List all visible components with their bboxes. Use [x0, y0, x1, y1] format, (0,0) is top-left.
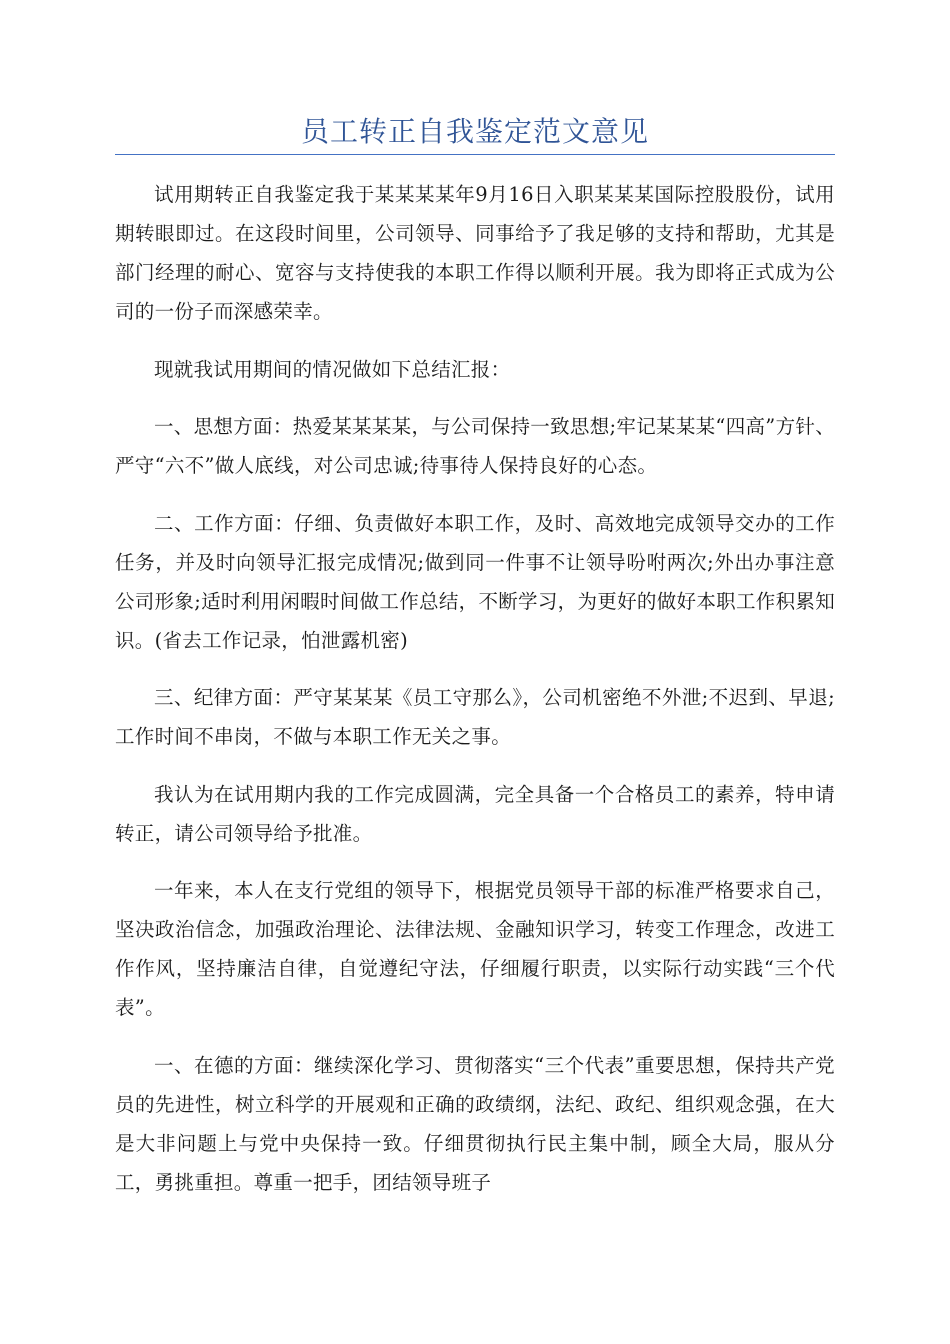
title-underline [115, 154, 835, 155]
paragraph-morality: 一、在德的方面：继续深化学习、贯彻落实“三个代表”重要思想，保持共产党员的先进性，树立科学的开展观和正确的政绩纲，法纪、政纪、组织观念强，在大是大非问题上与党中央保持一致。仔细贯彻执行民主集中制，顾全大局，服从分工，勇挑重担。尊重一把手，团结领导班子 [115, 1053, 835, 1194]
document-body [115, 175, 835, 1202]
paragraph-summary-lead: 现就我试用期间的情况做如下总结汇报： [154, 357, 511, 381]
paragraph-year-review: 一年来，本人在支行党组的领导下，根据党员领导干部的标准严格要求自己，坚决政治信念，加强政治理论、法律法规、金融知识学习，转变工作理念，改进工作作风，坚持廉洁自律，自觉遵纪守法，仔细履行职责，以实际行动实践“三个代表”。 [115, 879, 835, 1019]
paragraph-work: 二、工作方面：仔细、负责做好本职工作，及时、高效地完成领导交办的工作任务，并及时向领导汇报完成情况;做到同一件事不让领导吩咐两次;外出办事注意公司形象;适时利用闲暇时间做工作总结，不断学习，为更好的做好本职工作积累知识。(省去工作记录，怕泄露机密) [115, 511, 835, 652]
paragraph-application: 我认为在试用期内我的工作完成圆满，完全具备一个合格员工的素养，特申请转正，请公司领导给予批准。 [115, 782, 835, 845]
paragraph-thought: 一、思想方面：热爱某某某某，与公司保持一致思想;牢记某某某“四高”方针、严守“六不”做人底线，对公司忠诚;待事待人保持良好的心态。 [115, 415, 835, 477]
document-title: 员工转正自我鉴定范文意见 [300, 115, 649, 148]
paragraph-intro: 试用期转正自我鉴定我于某某某某年9月16日入职某某某国际控股股份，试用期转眼即过。在这段时间里，公司领导、同事给予了我足够的支持和帮助，尤其是部门经理的耐心、宽容与支持使我的本职工作得以顺利开展。我为即将正式成为公司的一份子而深感荣幸。 [115, 183, 835, 323]
paragraph-discipline: 三、纪律方面：严守某某某《员工守那么》，公司机密绝不外泄;不迟到、早退;工作时间不串岗，不做与本职工作无关之事。 [115, 686, 835, 748]
